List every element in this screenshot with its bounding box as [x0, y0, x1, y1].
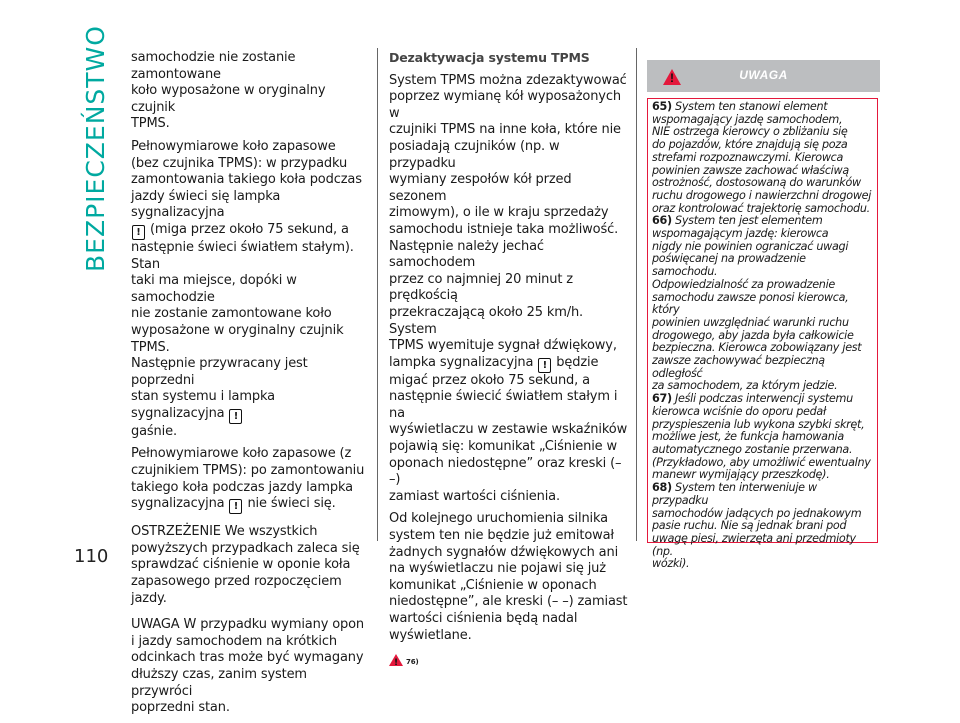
warning-item-text: System ten interweniuje w przypadku samochodów jadących po jednakowym pasie ruchu. Nie są jednak brani pod uwagę piesi, zwierzęta ani przedmioty (np. wózki).	[652, 481, 862, 571]
tpms-warning-light-icon: !	[132, 225, 145, 240]
tpms-warning-light-icon: !	[229, 499, 242, 514]
section-title-text: BEZPIECZEŃSTWO	[81, 25, 110, 272]
warning-item-text: Jeśli podczas interwencji systemu kierowca wciśnie do oporu pedał przyspieszenia lub wykona szybki skręt, możliwe jest, że funkcja hamowania automatycznego zostanie przerwana. (Przykładowo, aby umożliwić ewentualny manewr wymijający przeszkodę).	[652, 392, 871, 482]
paragraph-note: UWAGA W przypadku wymiany opon i jazdy samochodem na krótkich odcinkach tras może być wymagany dłuższy czas, zanim system przywróci poprzedni stan.	[131, 617, 365, 716]
text-column-2	[389, 50, 629, 677]
text-run: System TPMS można zdezaktywować poprzez wymianę kół wyposażonych w czujniki TPMS na inne koła, które nie posiadają czujników (np. w przypadku wymiany zespołów kół przed sezonem zimowym), o ile w kraju sprzedaży samochodu istnieje taka możliwość. Następnie należy jechać samochodem przez co najmniej 20 minut z prędkością przekraczającą około 25 km/h. System TPMS wyemituje sygnał dźwiękowy, lampka sygnalizacyjna	[389, 72, 627, 370]
text-run: Pełnowymiarowe koło zapasowe (bez czujnika TPMS): w przypadku zamontowania takiego koła podczas jazdy świeci się lampka sygnalizacyjna	[131, 138, 362, 221]
warning-box-title: UWAGA	[739, 68, 788, 82]
page-number: 110	[74, 546, 109, 567]
text-run: gaśnie.	[131, 423, 177, 439]
paragraph-next-start: Od kolejnego uruchomienia silnika system ten nie będzie już emitował żadnych sygnałów dźwiękowych ani na wyświetlaczu nie pojawi się już komunikat „Ciśnienie w oponach niedostępne”, ale kreski (– –) zamiast wartości ciśnienia będą nadal wyświetlane.	[389, 511, 628, 643]
paragraph-spare-wheel-no-sensor	[131, 139, 367, 441]
section-heading: Dezaktywacja systemu TPMS	[389, 50, 590, 65]
paragraph-spare-wheel-with-sensor	[131, 446, 367, 514]
warning-triangle-icon	[389, 654, 403, 666]
reference-note	[389, 654, 629, 671]
warning-item	[652, 393, 873, 482]
warning-box-body	[647, 98, 878, 571]
text-run: Pełnowymiarowe koło zapasowe (z czujnikiem TPMS): po zamontowaniu takiego koła podczas jazdy lampka sygnalizacyjna	[131, 446, 365, 512]
warning-item	[652, 215, 873, 393]
warning-item	[652, 101, 873, 215]
tpms-warning-light-icon: !	[538, 358, 551, 373]
paragraph-deactivation	[389, 73, 629, 506]
warning-item-text: System ten stanowi element wspomagający jazdę samochodem, NIE ostrzega kierowcy o zbliżaniu się do pojazdów, które znajdują się poza strefami rozpoznawczymi. Kierowca powinien zawsze zachować właściwą ostrożność, dostosowaną do warunków ruchu drogowego i nawierzchni drogowej oraz kontrolować trajektorię samochodu.	[652, 100, 872, 215]
warning-box	[647, 60, 880, 571]
warning-box-header	[647, 60, 880, 92]
paragraph-warning: OSTRZEŻENIE We wszystkich powyższych przypadkach zaleca się sprawdzać ciśnienie w oponie koła zapasowego przed rozpoczęciem jazdy.	[131, 524, 360, 606]
text-run: nie świeci się.	[243, 496, 336, 512]
warning-item-number: 65)	[652, 100, 672, 113]
section-title	[66, 25, 126, 272]
tpms-warning-light-icon: !	[229, 409, 242, 424]
warning-item-number: 68)	[652, 481, 672, 495]
warning-item-number: 66)	[652, 214, 672, 228]
text-run: (miga przez około 75 sekund, a następnie świeci światłem stałym). Stan taki ma miejsce, dopóki w samochodzie nie zostanie zamontowane koło wyposażone w oryginalny czujnik TPMS. Następnie przywracany jest poprzedni stan systemu i lampka sygnalizacyjna	[131, 221, 354, 421]
warning-item-text: System ten jest elementem wspomagającym jazdę: kierowca nigdy nie powinien ograniczać uwagi poświęcanej na prowadzenie samochodu. Odpowiedzialność za prowadzenie samochodu zawsze ponosi kierowca, który powinien uwzględniać warunki ruchu drogowego, aby jazda była całkowicie bezpieczna. Kierowca zobowiązany jest zawsze zachowywać bezpieczną odległość za samochodem, za którym jedzie.	[652, 214, 862, 393]
paragraph: samochodzie nie zostanie zamontowane koło wyposażone w oryginalny czujnik TPMS.	[131, 50, 326, 132]
reference-number: 76)	[406, 658, 419, 667]
column-divider	[377, 48, 378, 541]
warning-item	[652, 482, 873, 571]
column-divider	[636, 48, 637, 541]
warning-item-number: 67)	[652, 392, 672, 406]
text-run: będzie migać przez około 75 sekund, a następnie świecić światłem stałym i na wyświetlaczu w zestawie wskaźników pojawią się: komunikat „Ciśnienie w oponach niedostępne” oraz kreski (– –) zamiast wartości ciśnienia.	[389, 354, 628, 504]
text-column-1	[131, 50, 367, 723]
